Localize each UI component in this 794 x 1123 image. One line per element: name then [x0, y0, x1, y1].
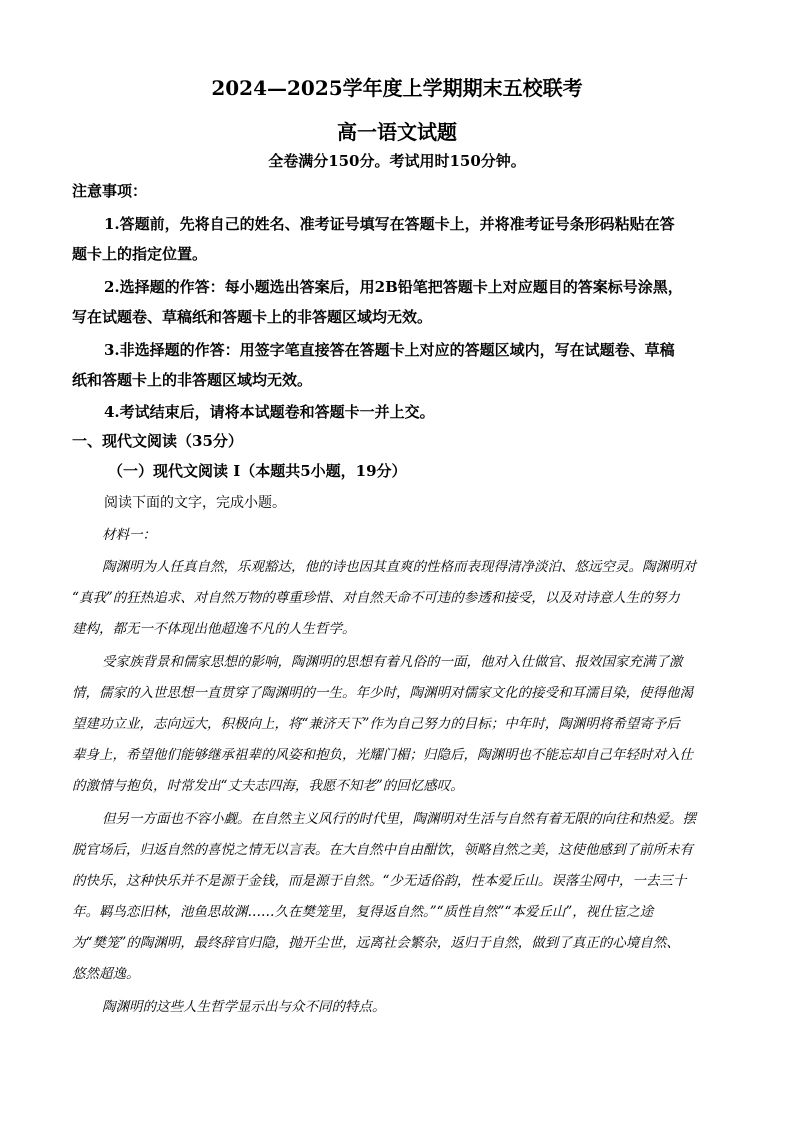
material-line: “真我”的狂热追求、对自然万物的尊重珍惜、对自然天命不可违的参透和接受，以及对诗意人生的努力 — [72, 590, 680, 606]
notice-line: 4.考试结束后，请将本试题卷和答题卡一并上交。 — [104, 403, 435, 421]
material-line: 的快乐，这种快乐并不是源于金钱，而是源于自然。“少无适俗韵，性本爱丘山。误落尘网中，一去三十 — [72, 873, 687, 889]
material-line: 为“樊笼”的陶渊明，最终辞官归隐，抛开尘世，远离社会繁杂，返归于自然，做到了真正的心境自然、 — [72, 935, 680, 951]
exam-title: 2024—2025学年度上学期期末五校联考 — [211, 76, 583, 100]
material-label: 材料一： — [102, 527, 156, 543]
material-line: 受家族背景和儒家思想的影响，陶渊明的思想有着凡俗的一面，他对入仕做官、报效国家充满了激 — [102, 654, 683, 670]
exam-note: 全卷满分150分。考试用时150分钟。 — [268, 152, 526, 170]
material-line: 望建功立业，志向远大，积极向上，将“兼济天下”作为自己努力的目标；中年时，陶渊明将希望寄予后 — [72, 716, 680, 732]
subsection-heading: （一）现代文阅读 I（本题共5小题，19分） — [108, 462, 407, 480]
section-heading: 一、现代文阅读（35分） — [72, 432, 243, 450]
notice-line: 题卡上的指定位置。 — [72, 245, 208, 263]
material-line: 年。羁鸟恋旧林，池鱼思故渊……久在樊笼里，复得返自然。”“质性自然”“本爱丘山”，视仕宦之途 — [72, 904, 654, 920]
notice-line: 3.非选择题的作答：用签字笔直接答在答题卡上对应的答题区域内，写在试题卷、草稿 — [104, 341, 675, 359]
material-line: 陶渊明的这些人生哲学显示出与众不同的特点。 — [102, 999, 386, 1015]
material-line: 辈身上，希望他们能够继承祖辈的风姿和抱负，光耀门楣；归隐后，陶渊明也不能忘却自己年轻时对入仕 — [72, 747, 693, 763]
notice-line: 2.选择题的作答：每小题选出答案后，用2B铅笔把答题卡上对应题目的答案标号涂黑， — [104, 278, 683, 296]
material-line: 悠然超逸。 — [72, 966, 140, 982]
material-line: 但另一方面也不容小觑。在自然主义风行的时代里，陶渊明对生活与自然有着无限的向往和热爱。摆 — [102, 811, 696, 827]
material-line: 的激情与抱负，时常发出“丈夫志四海，我愿不知老”的回忆感叹。 — [72, 778, 464, 794]
exam-subtitle: 高一语文试题 — [337, 120, 457, 144]
material-line: 建构，都无一不体现出他超逸不凡的人生哲学。 — [72, 621, 356, 637]
material-line: 情，儒家的入世思想一直贯穿了陶渊明的一生。年少时，陶渊明对儒家文化的接受和耳濡目染，使得他渴 — [72, 685, 693, 701]
notice-line: 写在试题卷、草稿纸和答题卡上的非答题区域均无效。 — [72, 308, 433, 326]
reading-instruction: 阅读下面的文字，完成小题。 — [104, 495, 286, 511]
notice-heading: 注意事项： — [72, 182, 148, 200]
notice-line: 纸和答题卡上的非答题区域均无效。 — [72, 371, 313, 389]
material-line: 陶渊明为人任真自然，乐观豁达，他的诗也因其直爽的性格而表现得清净淡泊、悠远空灵。陶渊明对 — [102, 559, 696, 575]
material-line: 脱官场后，归返自然的喜悦之情无以言表。在大自然中自由酣饮，领略自然之美，这使他感到了前所未有 — [72, 842, 693, 858]
notice-line: 1.答题前，先将自己的姓名、准考证号填写在答题卡上，并将准考证号条形码粘贴在答 — [104, 215, 675, 233]
